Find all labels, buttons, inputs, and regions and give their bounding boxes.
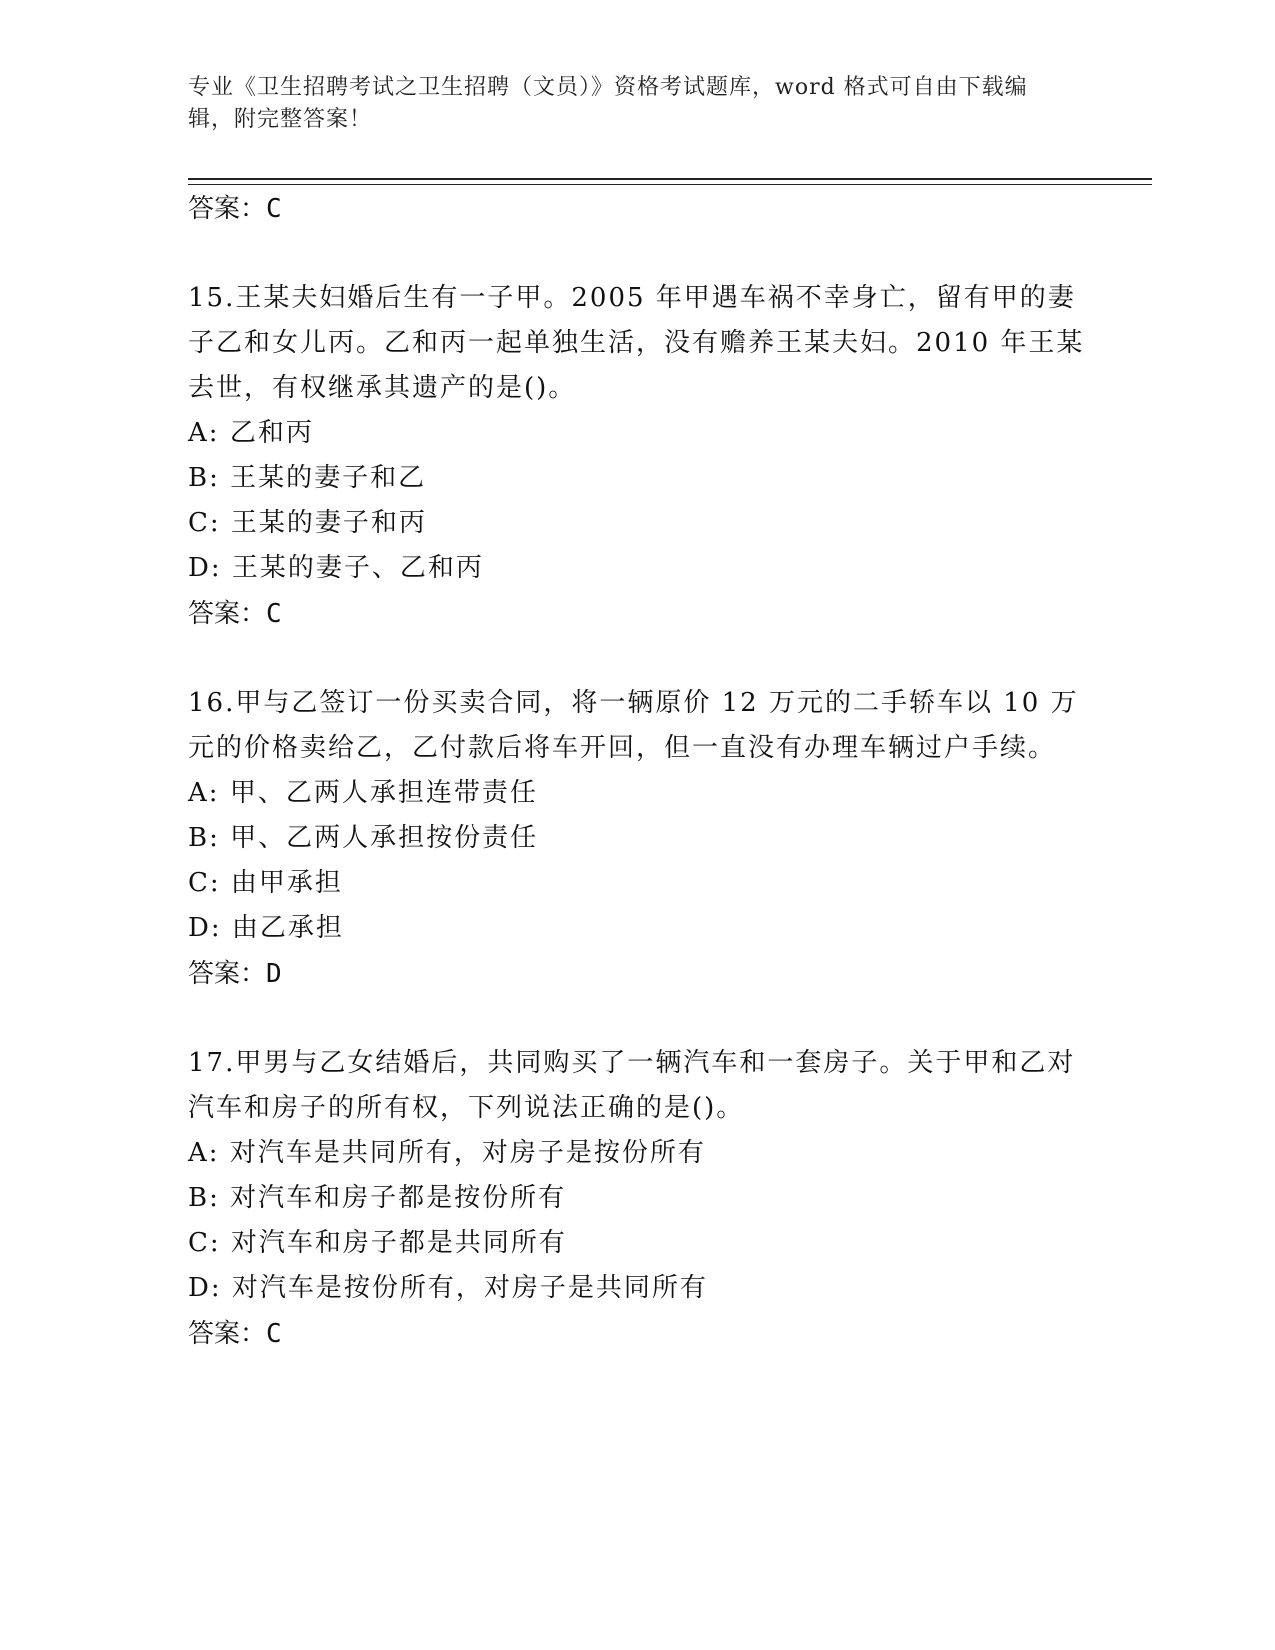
option-text: 王某的妻子和丙 <box>230 508 427 538</box>
option-key: A: <box>188 778 220 808</box>
question-text: 甲与乙签订一份买卖合同，将一辆原价 12 万元的二手轿车以 10 万元的价格卖给乙，乙付款后将车开回，但一直没有办理车辆过户手续。 <box>188 688 1079 763</box>
option-text: 对汽车是按份所有，对房子是共同所有 <box>231 1273 708 1303</box>
option-d <box>188 546 1088 591</box>
answer-value: C <box>266 194 282 224</box>
question-15 <box>188 276 1088 637</box>
option-text: 由甲承担 <box>230 868 343 898</box>
question-stem <box>188 1041 1088 1131</box>
answer-label: 答案： <box>188 1319 267 1349</box>
question-16 <box>188 681 1088 997</box>
answer-value: D <box>266 959 282 989</box>
option-text: 对汽车和房子都是按份所有 <box>230 1183 567 1213</box>
question-list <box>188 186 1088 1357</box>
option-text: 甲、乙两人承担按份责任 <box>230 823 539 853</box>
option-text: 王某的妻子、乙和丙 <box>231 553 484 583</box>
option-text: 王某的妻子和乙 <box>230 463 427 493</box>
option-text: 对汽车是共同所有，对房子是按份所有 <box>229 1138 706 1168</box>
option-key: B: <box>188 463 220 493</box>
answer-value: C <box>266 1319 282 1349</box>
option-key: D: <box>188 553 222 583</box>
option-key: B: <box>188 1183 220 1213</box>
question-number: 15. <box>188 283 236 313</box>
option-key: C: <box>188 508 221 538</box>
option-key: D: <box>188 913 222 943</box>
document-header <box>188 72 1068 136</box>
question-number: 17. <box>188 1048 236 1078</box>
question-17 <box>188 1041 1088 1357</box>
option-text: 乙和丙 <box>229 418 314 448</box>
option-key: A: <box>188 1138 220 1168</box>
answer-label: 答案： <box>188 194 267 224</box>
option-b <box>188 456 1088 501</box>
option-text: 甲、乙两人承担连带责任 <box>229 778 538 808</box>
option-key: C: <box>188 868 221 898</box>
option-key: B: <box>188 823 220 853</box>
question-stem <box>188 276 1088 411</box>
question-answer <box>188 951 1088 997</box>
question-answer <box>188 591 1088 637</box>
option-c <box>188 1221 1088 1266</box>
option-a <box>188 1131 1088 1176</box>
option-d <box>188 1266 1088 1311</box>
question-text: 甲男与乙女结婚后，共同购买了一辆汽车和一套房子。关于甲和乙对汽车和房子的所有权，下列说法正确的是()。 <box>188 1048 1076 1123</box>
question-number: 16. <box>188 688 236 718</box>
header-text: 专业《卫生招聘考试之卫生招聘（文员）》资格考试题库，word 格式可自由下载编辑，附完整答案！ <box>188 75 1028 132</box>
header-divider <box>188 178 1152 185</box>
answer-value: C <box>266 599 282 629</box>
answer-label: 答案： <box>188 959 267 989</box>
option-key: D: <box>188 1273 222 1303</box>
option-d <box>188 906 1088 951</box>
option-text: 由乙承担 <box>231 913 344 943</box>
answer-label: 答案： <box>188 599 267 629</box>
option-c <box>188 861 1088 906</box>
option-b <box>188 1176 1088 1221</box>
option-text: 对汽车和房子都是共同所有 <box>230 1228 567 1258</box>
option-a <box>188 411 1088 456</box>
question-text: 王某夫妇婚后生有一子甲。2005 年甲遇车祸不幸身亡，留有甲的妻子乙和女儿丙。乙和丙一起单独生活，没有赡养王某夫妇。2010 年王某去世，有权继承其遗产的是()。 <box>188 283 1085 403</box>
option-key: C: <box>188 1228 221 1258</box>
question-stem <box>188 681 1088 771</box>
option-a <box>188 771 1088 816</box>
option-c <box>188 501 1088 546</box>
option-b <box>188 816 1088 861</box>
option-key: A: <box>188 418 220 448</box>
question-answer <box>188 1311 1088 1357</box>
previous-answer <box>188 186 1088 232</box>
